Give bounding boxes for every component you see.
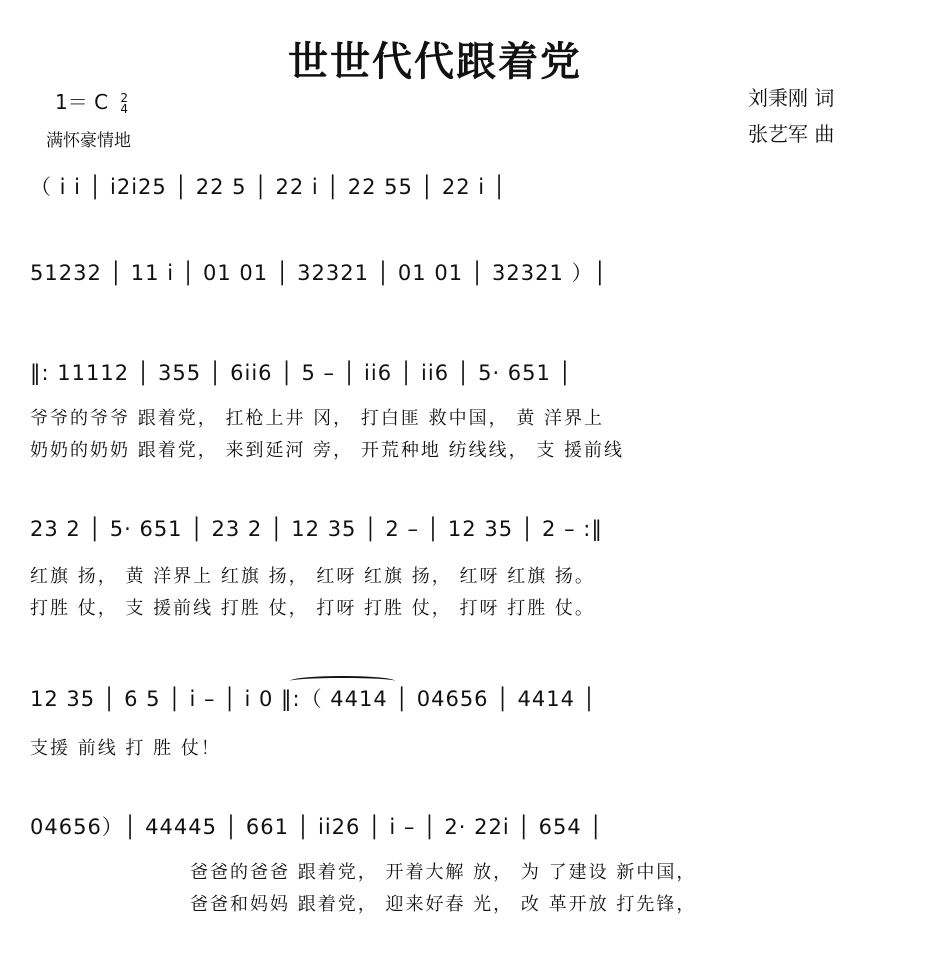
notation-row-1: （ i i │ i2i25 │ 22 5 │ 22 i │ 22 55 │ 22 i │ xyxy=(30,175,507,199)
time-signature-top: 2 xyxy=(120,90,129,105)
time-signature-bottom: 4 xyxy=(120,101,129,116)
lyrics-row-3-verse-2: 奶奶的奶奶 跟着党， 来到延河 旁， 开荒种地 纺线线， 支 援前线 xyxy=(30,440,625,461)
lyrics-row-4-verse-1: 红旗 扬， 黄 洋界上 红旗 扬， 红呀 红旗 扬， 红呀 红旗 扬。 xyxy=(30,566,595,587)
notation-row-3: ‖: 11112 │ 355 │ 6ii6 │ 5 – │ ii6 │ ii6 │ 5· 651 │ xyxy=(30,361,573,385)
lyrics-row-5-verse-1: 支援 前线 打 胜 仗！ xyxy=(30,738,221,759)
lyrics-row-6-verse-1: 爸爸的爸爸 跟着党， 开着大解 放， 为 了建设 新中国， xyxy=(190,862,697,883)
key-signature xyxy=(55,86,128,115)
song-title: 世世代代跟着党 xyxy=(288,39,582,85)
notation-row-6: 04656）│ 44445 │ 661 │ ii26 │ i – │ 2· 22i │ 654 │ xyxy=(30,815,604,839)
lyricist-credit: 刘秉刚 词 xyxy=(748,86,835,110)
notation-row-4: 23 2 │ 5· 651 │ 23 2 │ 12 35 │ 2 – │ 12 35 │ 2 – :‖ xyxy=(30,517,603,541)
key-label: 1＝ C xyxy=(55,90,109,114)
lyrics-row-6-verse-2: 爸爸和妈妈 跟着党， 迎来好春 光， 改 革开放 打先锋， xyxy=(190,894,697,915)
notation-row-2: 51232 │ 11 i │ 01 01 │ 32321 │ 01 01 │ 32321 ）│ xyxy=(30,261,608,285)
time-signature xyxy=(120,90,129,116)
lyrics-row-4-verse-2: 打胜 仗， 支 援前线 打胜 仗， 打呀 打胜 仗， 打呀 打胜 仗。 xyxy=(30,598,595,619)
notation-row-5: 12 35 │ 6 5 │ i – │ i 0 ‖:（ 4414 │ 04656 │ 4414 │ xyxy=(30,687,597,711)
lyrics-row-3-verse-1: 爷爷的爷爷 跟着党， 扛枪上井 冈， 打白匪 救中国， 黄 洋界上 xyxy=(30,408,605,429)
tempo-marking: 满怀豪情地 xyxy=(46,131,131,151)
composer-credit: 张艺军 曲 xyxy=(748,122,835,146)
